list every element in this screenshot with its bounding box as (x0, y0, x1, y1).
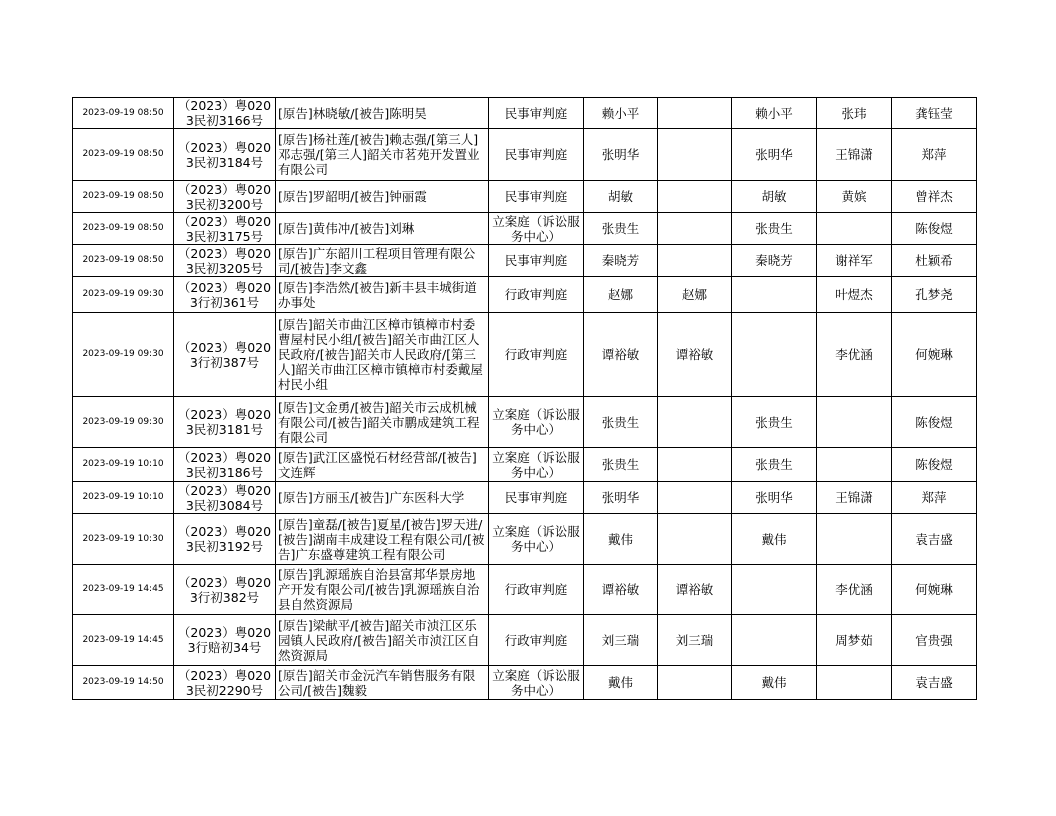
parties-cell: [原告]黄伟冲/[被告]刘琳 (276, 213, 489, 245)
presiding-judge-cell: 戴伟 (584, 514, 658, 565)
table-row (73, 514, 977, 565)
trial-judge-cell (732, 565, 817, 615)
tribunal-cell: 立案庭（诉讼服务中心） (489, 514, 584, 565)
trial-judge-cell: 戴伟 (732, 514, 817, 565)
assistant-cell: 何婉琳 (892, 313, 977, 397)
trial-judge-cell: 张明华 (732, 129, 817, 181)
case-number-cell: （2023）粤0203民初3175号 (174, 213, 276, 245)
tribunal-cell: 民事审判庭 (489, 482, 584, 514)
clerk-cell: 王锦潇 (817, 129, 892, 181)
parties-cell: [原告]方丽玉/[被告]广东医科大学 (276, 482, 489, 514)
presiding-judge-cell: 张贵生 (584, 213, 658, 245)
clerk-cell: 李优涵 (817, 565, 892, 615)
clerk-cell (817, 397, 892, 448)
presiding-judge-cell: 秦晓芳 (584, 245, 658, 277)
assistant-cell: 杜颖希 (892, 245, 977, 277)
presiding-judge-cell: 张明华 (584, 129, 658, 181)
trial-judge-cell: 戴伟 (732, 666, 817, 700)
trial-judge-cell: 张贵生 (732, 213, 817, 245)
table-row (73, 666, 977, 700)
parties-cell: [原告]乳源瑶族自治县富邦华景房地产开发有限公司/[被告]乳源瑶族自治县自然资源局 (276, 565, 489, 615)
tribunal-cell: 民事审判庭 (489, 181, 584, 213)
trial-judge-cell (732, 615, 817, 666)
assistant-cell: 袁吉盛 (892, 514, 977, 565)
table-row (73, 181, 977, 213)
hearing-time-cell: 2023-09-19 09:30 (73, 277, 174, 313)
case-number-cell: （2023）粤0203行初387号 (174, 313, 276, 397)
table-row (73, 277, 977, 313)
presiding-judge-cell: 赖小平 (584, 98, 658, 129)
assistant-cell: 郑萍 (892, 129, 977, 181)
clerk-cell: 张玮 (817, 98, 892, 129)
parties-cell: [原告]韶关市金沅汽车销售服务有限公司/[被告]魏毅 (276, 666, 489, 700)
parties-cell: [原告]杨社莲/[被告]赖志强/[第三人]邓志强/[第三人]韶关市茗苑开发置业有限公司 (276, 129, 489, 181)
judge-cell (658, 129, 732, 181)
assistant-cell: 郑萍 (892, 482, 977, 514)
clerk-cell: 周梦茹 (817, 615, 892, 666)
judge-cell (658, 482, 732, 514)
judge-cell (658, 514, 732, 565)
parties-cell: [原告]文金勇/[被告]韶关市云成机械有限公司/[被告]韶关市鹏成建筑工程有限公司 (276, 397, 489, 448)
clerk-cell: 谢祥军 (817, 245, 892, 277)
case-number-cell: （2023）粤0203民初2290号 (174, 666, 276, 700)
case-number-cell: （2023）粤0203民初3184号 (174, 129, 276, 181)
hearing-time-cell: 2023-09-19 08:50 (73, 213, 174, 245)
judge-cell: 刘三瑞 (658, 615, 732, 666)
trial-judge-cell: 赖小平 (732, 98, 817, 129)
tribunal-cell: 民事审判庭 (489, 245, 584, 277)
tribunal-cell: 民事审判庭 (489, 129, 584, 181)
case-number-cell: （2023）粤0203行赔初34号 (174, 615, 276, 666)
hearing-time-cell: 2023-09-19 09:30 (73, 397, 174, 448)
assistant-cell: 袁吉盛 (892, 666, 977, 700)
assistant-cell: 陈俊煜 (892, 397, 977, 448)
presiding-judge-cell: 戴伟 (584, 666, 658, 700)
parties-cell: [原告]韶关市曲江区樟市镇樟市村委曹屋村民小组/[被告]韶关市曲江区人民政府/[被告]韶关市人民政府/[第三人]韶关市曲江区樟市镇樟市村委戴屋村民小组 (276, 313, 489, 397)
trial-judge-cell: 张贵生 (732, 448, 817, 482)
judge-cell (658, 98, 732, 129)
assistant-cell: 陈俊煜 (892, 213, 977, 245)
parties-cell: [原告]林晓敏/[被告]陈明昊 (276, 98, 489, 129)
case-number-cell: （2023）粤0203民初3205号 (174, 245, 276, 277)
table-row (73, 565, 977, 615)
trial-judge-cell (732, 277, 817, 313)
trial-judge-cell: 胡敏 (732, 181, 817, 213)
table-row (73, 213, 977, 245)
hearing-time-cell: 2023-09-19 10:30 (73, 514, 174, 565)
judge-cell (658, 397, 732, 448)
assistant-cell: 何婉琳 (892, 565, 977, 615)
judge-cell: 赵娜 (658, 277, 732, 313)
tribunal-cell: 立案庭（诉讼服务中心） (489, 666, 584, 700)
presiding-judge-cell: 张贵生 (584, 397, 658, 448)
tribunal-cell: 民事审判庭 (489, 98, 584, 129)
table-row (73, 448, 977, 482)
table-row (73, 129, 977, 181)
hearing-time-cell: 2023-09-19 08:50 (73, 98, 174, 129)
parties-cell: [原告]梁献平/[被告]韶关市浈江区乐园镇人民政府/[被告]韶关市浈江区自然资源局 (276, 615, 489, 666)
parties-cell: [原告]罗韶明/[被告]钟丽霞 (276, 181, 489, 213)
table-row (73, 615, 977, 666)
hearing-time-cell: 2023-09-19 14:50 (73, 666, 174, 700)
parties-cell: [原告]广东韶川工程项目管理有限公司/[被告]李文鑫 (276, 245, 489, 277)
assistant-cell: 曾祥杰 (892, 181, 977, 213)
judge-cell: 谭裕敏 (658, 313, 732, 397)
assistant-cell: 陈俊煜 (892, 448, 977, 482)
tribunal-cell: 行政审判庭 (489, 615, 584, 666)
trial-judge-cell: 张明华 (732, 482, 817, 514)
hearing-schedule-table (72, 97, 977, 700)
clerk-cell (817, 213, 892, 245)
hearing-time-cell: 2023-09-19 08:50 (73, 181, 174, 213)
tribunal-cell: 行政审判庭 (489, 277, 584, 313)
judge-cell (658, 245, 732, 277)
hearing-time-cell: 2023-09-19 09:30 (73, 313, 174, 397)
judge-cell (658, 666, 732, 700)
presiding-judge-cell: 张明华 (584, 482, 658, 514)
presiding-judge-cell: 张贵生 (584, 448, 658, 482)
tribunal-cell: 行政审判庭 (489, 313, 584, 397)
tribunal-cell: 立案庭（诉讼服务中心） (489, 213, 584, 245)
parties-cell: [原告]童磊/[被告]夏星/[被告]罗天进/[被告]湖南丰成建设工程有限公司/[被告]广东盛尊建筑工程有限公司 (276, 514, 489, 565)
table-row (73, 98, 977, 129)
presiding-judge-cell: 刘三瑞 (584, 615, 658, 666)
judge-cell (658, 448, 732, 482)
tribunal-cell: 立案庭（诉讼服务中心） (489, 448, 584, 482)
hearing-time-cell: 2023-09-19 08:50 (73, 245, 174, 277)
table-row (73, 313, 977, 397)
clerk-cell (817, 666, 892, 700)
hearing-time-cell: 2023-09-19 14:45 (73, 615, 174, 666)
case-number-cell: （2023）粤0203民初3084号 (174, 482, 276, 514)
assistant-cell: 官贵强 (892, 615, 977, 666)
clerk-cell (817, 448, 892, 482)
clerk-cell: 叶煜杰 (817, 277, 892, 313)
trial-judge-cell: 张贵生 (732, 397, 817, 448)
judge-cell: 谭裕敏 (658, 565, 732, 615)
case-number-cell: （2023）粤0203行初382号 (174, 565, 276, 615)
tribunal-cell: 行政审判庭 (489, 565, 584, 615)
clerk-cell: 王锦潇 (817, 482, 892, 514)
clerk-cell: 李优涵 (817, 313, 892, 397)
judge-cell (658, 181, 732, 213)
table-row (73, 482, 977, 514)
case-number-cell: （2023）粤0203民初3186号 (174, 448, 276, 482)
hearing-time-cell: 2023-09-19 08:50 (73, 129, 174, 181)
tribunal-cell: 立案庭（诉讼服务中心） (489, 397, 584, 448)
presiding-judge-cell: 赵娜 (584, 277, 658, 313)
trial-judge-cell (732, 313, 817, 397)
assistant-cell: 龚钰莹 (892, 98, 977, 129)
parties-cell: [原告]李浩然/[被告]新丰县丰城街道办事处 (276, 277, 489, 313)
presiding-judge-cell: 谭裕敏 (584, 565, 658, 615)
parties-cell: [原告]武江区盛悦石材经营部/[被告]文连辉 (276, 448, 489, 482)
case-number-cell: （2023）粤0203民初3166号 (174, 98, 276, 129)
case-number-cell: （2023）粤0203民初3192号 (174, 514, 276, 565)
clerk-cell: 黄嫔 (817, 181, 892, 213)
hearing-time-cell: 2023-09-19 14:45 (73, 565, 174, 615)
presiding-judge-cell: 谭裕敏 (584, 313, 658, 397)
hearing-time-cell: 2023-09-19 10:10 (73, 448, 174, 482)
table-row (73, 397, 977, 448)
judge-cell (658, 213, 732, 245)
hearing-time-cell: 2023-09-19 10:10 (73, 482, 174, 514)
trial-judge-cell: 秦晓芳 (732, 245, 817, 277)
clerk-cell (817, 514, 892, 565)
case-number-cell: （2023）粤0203民初3181号 (174, 397, 276, 448)
assistant-cell: 孔梦尧 (892, 277, 977, 313)
presiding-judge-cell: 胡敏 (584, 181, 658, 213)
case-number-cell: （2023）粤0203民初3200号 (174, 181, 276, 213)
case-number-cell: （2023）粤0203行初361号 (174, 277, 276, 313)
table-row (73, 245, 977, 277)
